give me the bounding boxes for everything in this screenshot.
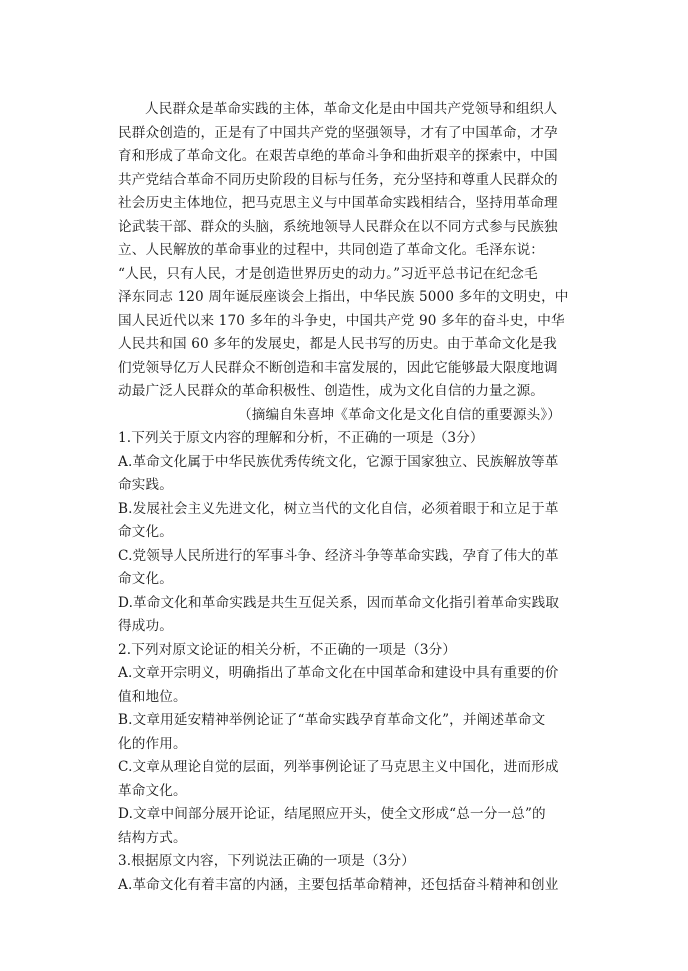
passage-line: 动最广泛人民群众的革命积极性、创造性，成为文化自信的力量之源。: [118, 383, 545, 399]
passage-line: 人民共和国 60 多年的发展史，都是人民书写的历史。由于革命文化是我: [118, 336, 557, 352]
question-3: [118, 850, 570, 897]
option-c-cont: 革命文化。: [118, 782, 187, 799]
option-a-cont: 命实践。: [118, 477, 173, 493]
option-a: A.革命文化有着丰富的内涵，主要包括革命精神，还包括奋斗精神和创业: [118, 876, 559, 893]
passage-line: 民群众创造的，正是有了中国共产党的坚强领导，才有了中国革命，才孕: [118, 124, 558, 141]
option-b: B.文章用延安精神举例论证了“革命实践孕育革命文化”，并阐述革命文: [118, 712, 546, 728]
passage-line: 们党领导亿万人民群众不断创造和丰富发展的，因此它能够最大限度地调: [118, 359, 558, 376]
passage-source: （摘编自朱喜坤《革命文化是文化自信的重要源头》）: [238, 406, 562, 423]
option-c: C.党领导人民所进行的军事斗争、经济斗争等革命实践，孕育了伟大的革: [118, 547, 559, 564]
passage-line: 论武装干部、群众的头脑，系统地领导人民群众在以不同方式参与民族独: [118, 218, 558, 235]
option-a: A.革命文化属于中华民族优秀传统文化，它源于国家独立、民族解放等革: [118, 453, 559, 470]
passage-line: 立、人民解放的革命事业的过程中，共同创造了革命文化。毛泽东说：: [118, 242, 545, 258]
question-stem: 3.根据原文内容，下列说法正确的一项是（3分）: [118, 853, 415, 869]
passage-line: “人民，只有人民，才是创造世界历史的动力。”习近平总书记在纪念毛: [118, 265, 538, 282]
document-page: [118, 98, 570, 897]
option-b-cont: 化的作用。: [118, 735, 187, 752]
question-stem: 2.下列对原文论证的相关分析，不正确的一项是（3分）: [118, 641, 457, 658]
option-c-cont: 命文化。: [118, 571, 173, 587]
option-c: C.文章从理论自觉的层面，列举事例论证了马克思主义中国化，进而形成: [118, 759, 559, 775]
passage-line: 国人民近代以来 170 多年的斗争史，中国共产党 90 多年的奋斗史，中华: [118, 312, 565, 329]
option-a: A.文章开宗明义，明确指出了革命文化在中国革命和建设中具有重要的价: [118, 665, 559, 681]
passage-line: 共产党结合革命不同历史阶段的目标与任务，充分坚持和尊重人民群众的: [118, 171, 558, 188]
passage: [118, 98, 570, 427]
option-d-cont: 结构方式。: [118, 829, 187, 846]
question-stem: 1.下列关于原文内容的理解和分析，不正确的一项是（3分）: [118, 430, 484, 446]
passage-line: 育和形成了革命文化。在艰苦卓绝的革命斗争和曲折艰辛的探索中，中国: [118, 148, 558, 164]
option-d: D.文章中间部分展开论证，结尾照应开头，使全文形成“总一分一总”的: [118, 806, 546, 822]
option-d: D.革命文化和革命实践是共生互促关系，因而革命文化指引着革命实践取: [118, 594, 560, 611]
passage-line: 泽东同志 120 周年诞辰座谈会上指出，中华民族 5000 多年的文明史，中: [118, 289, 569, 305]
option-d-cont: 得成功。: [118, 618, 173, 634]
option-b-cont: 命文化。: [118, 524, 173, 540]
question-2: [118, 639, 570, 851]
option-b: B.发展社会主义先进文化，树立当代的文化自信，必须着眼于和立足于革: [118, 500, 559, 517]
question-1: [118, 427, 570, 639]
passage-line: 人民群众是革命实践的主体，革命文化是由中国共产党领导和组织人: [145, 101, 558, 117]
passage-line: 社会历史主体地位，把马克思主义与中国革命实践相结合，坚持用革命理: [118, 195, 558, 211]
option-a-cont: 值和地位。: [118, 688, 187, 705]
